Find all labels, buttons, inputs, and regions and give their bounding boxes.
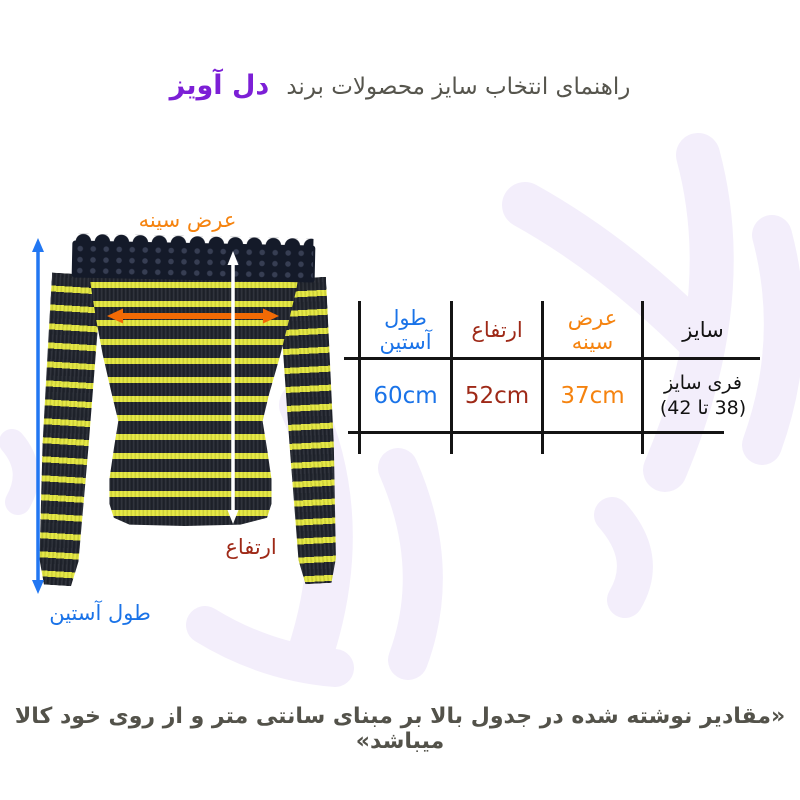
page-title — [0, 70, 800, 101]
measurement-note: «مقادیر نوشته شده در جدول بالا بر مبنای سانتی متر و از روی خود کالا میباشد» — [14, 704, 786, 754]
value-size-line2: (38 تا 42) — [659, 396, 747, 419]
table-line — [348, 431, 724, 434]
height-label: ارتفاع — [225, 535, 277, 559]
header-height: ارتفاع — [471, 318, 523, 342]
brand-logo-text: دل آویز — [169, 70, 270, 101]
value-size-line1: فری سایز — [664, 371, 742, 394]
value-chest-width: 37cm — [560, 382, 625, 409]
header-sleeve-length: طول آستین — [379, 306, 432, 354]
value-height: 52cm — [464, 382, 530, 409]
sleeve-length-label: طول آستین — [49, 601, 151, 625]
chest-width-label: عرض سینه — [138, 208, 237, 232]
header-size: سایز — [682, 318, 724, 342]
value-size — [644, 360, 762, 431]
title-text: راهنمای انتخاب سایز محصولات برند — [286, 74, 631, 100]
header-chest-width: عرض سینه — [567, 306, 618, 354]
value-sleeve-length: 60cm — [373, 382, 438, 409]
